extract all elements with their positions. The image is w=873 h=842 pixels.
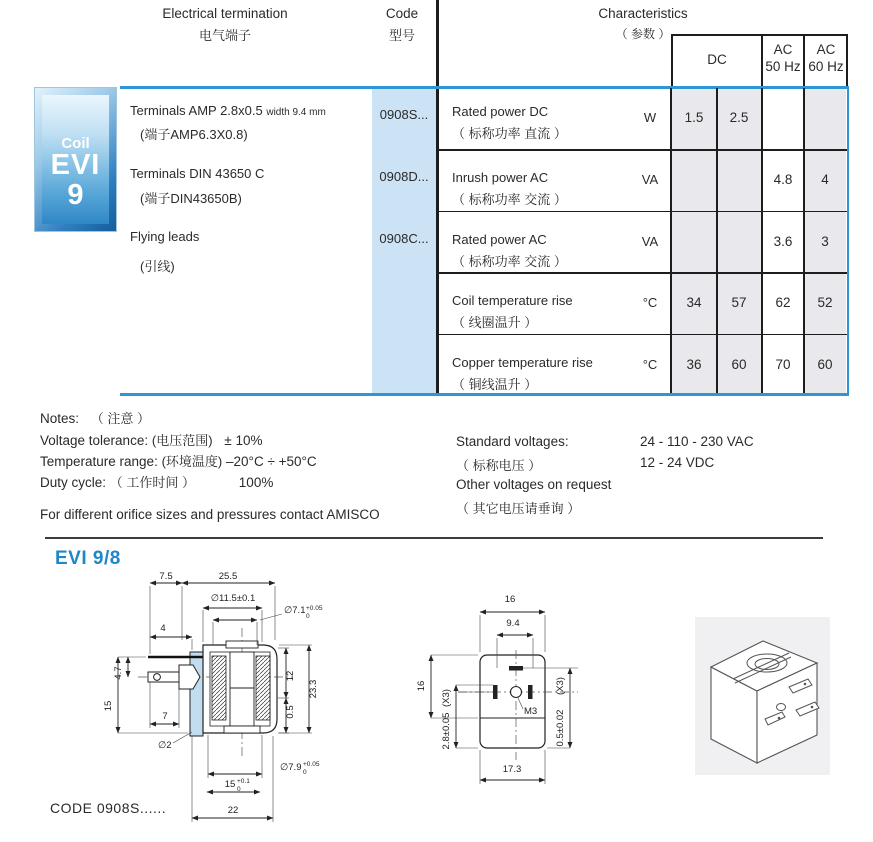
voltage-tolerance-line	[40, 430, 262, 449]
char-row-3-label-en: Rated power AC	[452, 232, 547, 247]
dc1-column-background	[672, 89, 716, 394]
char-row-5-label-en: Copper temperature rise	[452, 355, 593, 370]
termination-row-1-text: Terminals AMP 2.8x0.5	[130, 103, 263, 118]
dim-11-5: ∅11.5±0.1	[210, 593, 256, 604]
table-bottom-border	[120, 393, 849, 396]
row-divider-1	[439, 149, 847, 151]
char-row-2-unit: VA	[641, 172, 659, 187]
value-col-border-4	[803, 88, 805, 393]
dc2-column-background	[718, 89, 761, 394]
char-row-1-dc1: 1.5	[684, 110, 704, 125]
dim-2-8: 2.8±0.05	[441, 712, 452, 750]
terminal-slot-top	[509, 666, 523, 671]
char-row-5-label-zh: （ 铜线温升 ）	[452, 377, 538, 392]
top-recess	[226, 641, 258, 648]
other-voltages-label: Other voltages on request	[456, 477, 612, 492]
termination-row-3-zh: (引线)	[140, 259, 175, 274]
spade-hole-3	[778, 717, 781, 720]
subheader-top-border	[671, 34, 848, 36]
terminal-slot-right	[528, 685, 533, 699]
temperature-range-label: Temperature range:	[40, 454, 158, 469]
char-row-2-label-zh: （ 标称功率 交流 ）	[452, 192, 567, 207]
dim-9-4: 9.4	[506, 618, 520, 629]
dim-x3-left: (X3)	[441, 689, 452, 707]
char-row-5-ac60: 60	[817, 357, 833, 372]
termination-row-3-en: Flying leads	[130, 229, 200, 244]
subheader-divider-4	[846, 34, 848, 86]
dim-4: 4	[160, 623, 166, 634]
terminal-hole	[154, 674, 161, 681]
char-row-3-label-zh: （ 标称功率 交流 ）	[452, 254, 567, 269]
col-header-ac60-line1: AC	[816, 42, 836, 57]
dim-16-top: 16	[504, 594, 516, 605]
temperature-range-line	[40, 451, 317, 470]
center-screw-hole	[511, 687, 522, 698]
termination-row-1-note: width 9.4 mm	[266, 107, 326, 118]
value-col-border-1	[670, 88, 672, 393]
row-divider-2	[439, 211, 847, 213]
notes-title-en: Notes:	[40, 411, 80, 426]
col-header-electrical-termination-en: Electrical termination	[162, 6, 288, 21]
char-row-4-label-zh: （ 线圈温升 ）	[452, 315, 538, 330]
front-center-hole	[777, 704, 786, 711]
dim-2: ∅2	[158, 740, 172, 751]
bottom-bore	[224, 726, 260, 733]
dim-7-1-sub: 0	[306, 613, 310, 620]
char-row-5-dc1: 36	[686, 357, 702, 372]
termination-row-1-code: 0908S...	[379, 107, 429, 122]
notes-title-zh: （ 注意 ）	[90, 411, 151, 426]
col-header-dc: DC	[707, 52, 727, 67]
termination-row-1-zh: (端子AMP6.3X0.8)	[140, 127, 248, 142]
winding-left	[212, 656, 226, 720]
drawing-code-caption: CODE 0908S......	[50, 800, 167, 816]
badge-coil-label: Coil	[61, 135, 90, 152]
temperature-range-value: –20°C ÷ +50°C	[226, 454, 317, 469]
dim-15b-sup: +0.1	[237, 778, 250, 785]
drawing-section-title: EVI 9/8	[55, 548, 121, 569]
char-row-4-ac50: 62	[775, 295, 791, 310]
dim-15b-sub: 0	[237, 786, 241, 793]
dim-23-3: 23.3	[308, 679, 319, 699]
value-col-border-2	[716, 88, 718, 393]
dim-15b: 15	[224, 779, 236, 790]
row-divider-4	[439, 334, 847, 336]
duty-cycle-line	[40, 472, 273, 491]
char-row-5-unit: °C	[642, 357, 658, 372]
voltage-tolerance-label: Voltage tolerance:	[40, 433, 149, 448]
char-row-3-ac50: 3.6	[773, 234, 793, 249]
dim-25-5: 25.5	[218, 571, 238, 582]
char-row-2-ac60: 4	[821, 172, 829, 187]
other-voltages-zh: （ 其它电压请垂询 ）	[456, 501, 581, 516]
dim-7-9: ∅7.9	[280, 762, 302, 773]
col-header-code-en: Code	[385, 6, 419, 21]
dim-7-9-sub: 0	[303, 769, 307, 776]
winding-right	[256, 656, 270, 720]
table-right-border	[847, 86, 850, 395]
subheader-divider-3	[803, 34, 805, 86]
col-header-code-zh: 型号	[388, 28, 416, 43]
termination-row-2-zh: (端子DIN43650B)	[140, 191, 242, 206]
subheader-divider-1	[671, 34, 673, 86]
plunger-channel	[230, 652, 254, 726]
char-row-1-dc2: 2.5	[729, 110, 749, 125]
dim-15: 15	[103, 700, 114, 712]
code-characteristics-divider	[436, 0, 439, 395]
row-divider-3	[439, 272, 847, 274]
terminal-slot-left	[493, 685, 498, 699]
dim-0-5: 0.5	[285, 705, 296, 719]
dim-4-7: 4.7	[113, 666, 124, 680]
char-row-4-dc1: 34	[686, 295, 702, 310]
dim-7-1-sup: +0.05	[306, 605, 323, 612]
dim-7: 7	[162, 711, 168, 722]
dim-12: 12	[285, 670, 296, 682]
char-row-3-ac60: 3	[821, 234, 829, 249]
col-header-characteristics-en: Characteristics	[598, 6, 688, 21]
col-header-ac60-line2: 60 Hz	[808, 59, 844, 74]
subheader-divider-2	[761, 34, 763, 86]
char-row-2-ac50: 4.8	[773, 172, 793, 187]
termination-row-1-en	[130, 103, 326, 118]
char-row-3-unit: VA	[641, 234, 659, 249]
temperature-range-zh: (环境温度)	[161, 454, 223, 469]
char-row-5-ac50: 70	[775, 357, 791, 372]
col-header-characteristics-zh: （ 参数 ）	[615, 27, 671, 41]
termination-row-2-code: 0908D...	[379, 169, 429, 184]
voltage-tolerance-value: ± 10%	[224, 433, 263, 448]
char-row-5-dc2: 60	[731, 357, 747, 372]
col-header-ac50-line1: AC	[773, 42, 793, 57]
duty-cycle-zh: （ 工作时间 ）	[109, 475, 196, 490]
char-row-2-label-en: Inrush power AC	[452, 170, 549, 185]
char-row-4-dc2: 57	[731, 295, 747, 310]
col-header-ac50-line2: 50 Hz	[765, 59, 801, 74]
dim-17-3: 17.3	[502, 764, 522, 775]
col-header-electrical-termination-zh: 电气端子	[198, 28, 252, 43]
section-divider-rule	[45, 537, 823, 539]
dim-22: 22	[227, 805, 239, 816]
standard-voltages-zh: （ 标称电压 ）	[456, 458, 542, 473]
dim-7-9-sup: +0.05	[303, 761, 320, 768]
standard-voltages-vac: 24 - 110 - 230 VAC	[640, 434, 754, 449]
spade-hole-1	[804, 683, 807, 686]
coil-series-badge	[35, 88, 116, 231]
dim-0-5-right: 0.5±0.02	[555, 709, 566, 747]
char-row-1-label-en: Rated power DC	[452, 104, 549, 119]
duty-cycle-value: 100%	[238, 475, 274, 490]
standard-voltages-label: Standard voltages:	[456, 434, 569, 449]
contact-line: For different orifice sizes and pressures contact AMISCO	[40, 507, 380, 522]
char-row-4-label-en: Coil temperature rise	[452, 293, 573, 308]
duty-cycle-label: Duty cycle:	[40, 475, 107, 490]
standard-voltages-vdc: 12 - 24 VDC	[640, 455, 715, 470]
termination-row-2-en: Terminals DIN 43650 C	[130, 166, 265, 181]
side-view-cross-section-drawing	[40, 570, 385, 838]
char-row-1-unit: W	[643, 110, 657, 125]
voltage-tolerance-zh: (电压范围)	[151, 433, 213, 448]
dim-m3: M3	[524, 706, 538, 717]
dim-7-5: 7.5	[159, 571, 173, 582]
coil-series-badge-inner	[42, 95, 109, 224]
notes-title	[40, 408, 150, 427]
char-row-4-ac60: 52	[817, 295, 833, 310]
char-row-4-unit: °C	[642, 295, 658, 310]
terminal-shaft	[148, 672, 179, 682]
dim-16-left: 16	[416, 680, 427, 692]
coil-isometric-illustration-box	[695, 617, 830, 775]
badge-series-label: EVI	[50, 149, 101, 181]
coil-isometric-drawing	[695, 617, 830, 775]
dim-7-1: ∅7.1	[284, 605, 306, 616]
badge-size-label: 9	[67, 179, 84, 211]
char-row-1-label-zh: （ 标称功率 直流 ）	[452, 126, 567, 141]
dim-x3-right: (X3)	[555, 677, 566, 695]
spade-hole-2	[811, 706, 814, 709]
top-view-drawing	[400, 588, 665, 800]
termination-row-3-code: 0908C...	[379, 231, 429, 246]
value-col-border-3	[761, 88, 763, 393]
